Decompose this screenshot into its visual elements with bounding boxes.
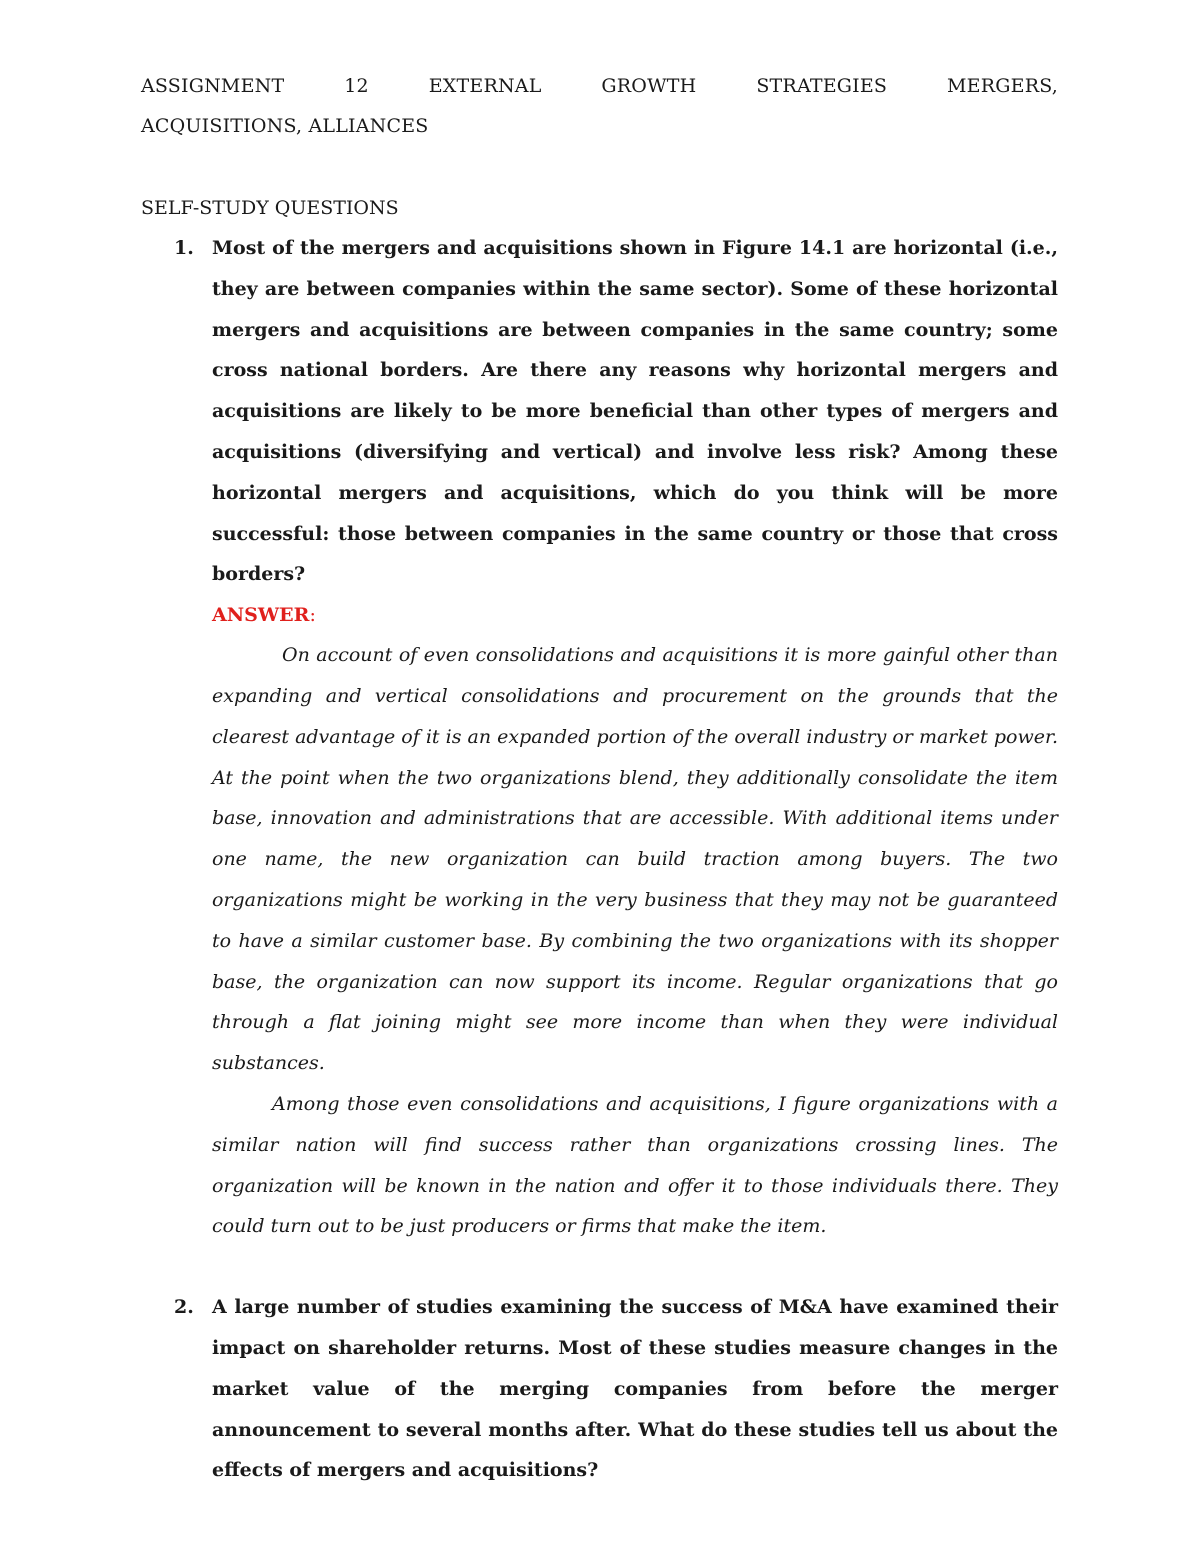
question-list xyxy=(141,228,1058,1491)
title-line-2: ACQUISITIONS, ALLIANCES xyxy=(141,115,429,137)
question-number: 2. xyxy=(174,1296,194,1319)
title-word: GROWTH xyxy=(601,75,697,97)
section-heading: SELF-STUDY QUESTIONS xyxy=(141,197,399,219)
title-word: MERGERS, xyxy=(947,75,1058,97)
title-word: EXTERNAL xyxy=(428,75,542,97)
question-item-1 xyxy=(141,228,1058,1247)
answer-label-colon: : xyxy=(309,604,316,627)
document-page xyxy=(141,66,1058,1491)
answer-label-text: ANSWER xyxy=(212,604,310,627)
document-title xyxy=(141,66,1058,146)
title-word: ASSIGNMENT xyxy=(141,75,285,97)
question-item-2 xyxy=(141,1287,1058,1491)
title-word: STRATEGIES xyxy=(756,75,888,97)
question-number: 1. xyxy=(174,237,194,259)
question-text xyxy=(141,228,1058,595)
title-line-1 xyxy=(141,66,1058,106)
answer-label xyxy=(141,595,1058,635)
question-text xyxy=(141,1287,1058,1491)
title-word: 12 xyxy=(344,75,369,97)
question-body: A large number of studies examining the success of M&A have examined their impact on shareholder returns. Most of these studies measure changes in the market value of the merging companies from before the merger announcement to several months after. What do these studies tell us about the effects of mergers and acquisitions? xyxy=(212,1296,1058,1482)
question-body: Most of the mergers and acquisitions shown in Figure 14.1 are horizontal (i.e., they are between companies within the same sector). Some of these horizontal mergers and acquisitions are between companies in the same country; some cross national borders. Are there any reasons why horizontal mergers and acquisitions are likely to be more beneficial than other types of mergers and acquisitions (diversifying and vertical) and involve less risk? Among these horizontal mergers and acquisitions, which do you think will be more successful: those between companies in the same country or those that cross borders? xyxy=(212,237,1058,586)
answer-paragraph-2: Among those even consolidations and acquisitions, I figure organizations with a similar nation will find success rather than organizations crossing lines. The organization will be known in the nation and offer it to those individuals there. They could turn out to be just producers or firms that make the item. xyxy=(212,1092,1058,1238)
answer-paragraph-1: On account of even consolidations and acquisitions it is more gainful other than expanding and vertical consolidations and procurement on the grounds that the clearest advantage of it is an expanded portion of the overall industry or market power. At the point when the two organizations blend, they additionally consolidate the item base, innovation and administrations that are accessible. With additional items under one name, the new organization can build traction among buyers. The two organizations might be working in the very business that they may not be guaranteed to have a similar customer base. By combining the two organizations with its shopper base, the organization can now support its income. Regular organizations that go through a flat joining might see more income than when they were individual substances. xyxy=(212,644,1058,1075)
